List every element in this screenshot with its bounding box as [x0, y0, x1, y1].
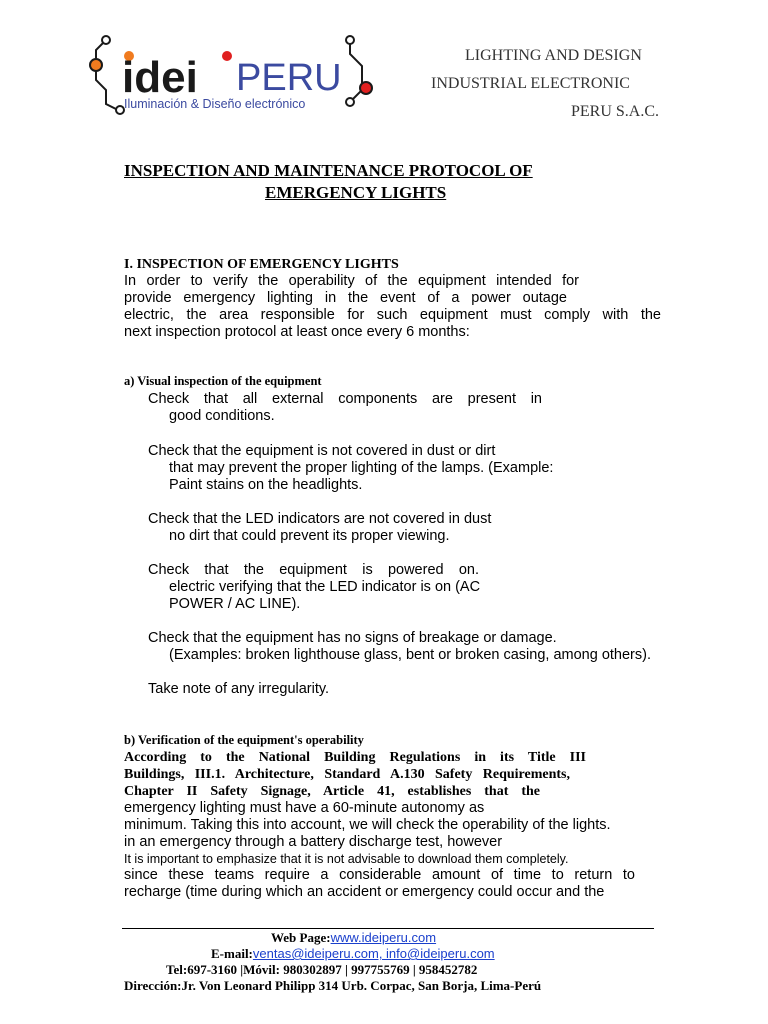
body-line-3: in an emergency through a battery discharge test, however	[124, 834, 503, 850]
subsection-b-body	[124, 749, 664, 901]
company-line-2: INDUSTRIAL ELECTRONIC	[431, 75, 630, 92]
intro-line-2: provide emergency lighting in the event of a power outage	[124, 290, 567, 306]
company-logo	[84, 34, 384, 116]
bullet-line-3: POWER / AC LINE).	[169, 596, 301, 612]
footer-email	[211, 946, 495, 962]
bullet-item	[148, 562, 668, 613]
bullet-line-1: Check that the equipment has no signs of breakage or damage.	[148, 630, 557, 646]
intro-line-3: electric, the area responsible for such equipment must comply with the	[124, 307, 661, 323]
bullet-line-1: Check that the equipment is powered on.	[148, 562, 479, 578]
intro-line-4: next inspection protocol at least once every 6 months:	[124, 324, 470, 340]
bullet-line-2: (Examples: broken lighthouse glass, bent or broken casing, among others).	[169, 647, 651, 663]
bullet-line-1: Take note of any irregularity.	[148, 681, 330, 697]
bullet-line-2: no dirt that could prevent its proper viewing.	[169, 528, 450, 544]
title-line-1: INSPECTION AND MAINTENANCE PROTOCOL OF	[124, 161, 533, 180]
bullet-item	[148, 630, 668, 664]
bullet-item	[148, 443, 668, 494]
bullet-line-1: Check that the equipment is not covered in dust or dirt	[148, 443, 496, 459]
company-line-3: PERU S.A.C.	[571, 103, 660, 120]
email-label: E-mail:	[211, 946, 253, 961]
footer-divider	[122, 928, 654, 929]
bullet-line-2: good conditions.	[169, 408, 275, 424]
document-title	[124, 160, 654, 204]
web-link[interactable]: www.ideiperu.com	[330, 930, 437, 945]
body-line-2: minimum. Taking this into account, we will check the operability of the lights.	[124, 817, 611, 833]
logo-graphic	[84, 34, 384, 116]
company-line-1: LIGHTING AND DESIGN	[465, 47, 642, 64]
logo-brand-peru: PERU	[236, 57, 342, 99]
web-label: Web Page:	[271, 930, 331, 945]
logo-tagline: Iluminación & Diseño electrónico	[124, 97, 306, 111]
subsection-b-heading: b) Verification of the equipment's operability	[124, 733, 364, 747]
title-line-2: EMERGENCY LIGHTS	[265, 183, 447, 202]
footer-web	[271, 930, 436, 946]
bullet-line-2: electric verifying that the LED indicator is on (AC	[169, 579, 481, 595]
bullet-item	[148, 681, 668, 698]
body-line-1: emergency lighting must have a 60-minute autonomy as	[124, 800, 485, 816]
logo-brand-text: idei	[122, 53, 198, 102]
regulation-line-1: According to the National Building Regulations in its Title III	[124, 750, 586, 765]
intro-line-1: In order to verify the operability of the equipment intended for	[124, 273, 579, 289]
footer-phones: Tel:697-3160 |Móvil: 980302897 | 997755769 | 958452782	[166, 962, 478, 977]
body-line-5: recharge (time during which an accident or emergency could occur and the	[124, 884, 605, 900]
bullet-item	[148, 511, 668, 545]
note-line: It is important to emphasize that it is not advisable to download them completely.	[124, 852, 569, 866]
bullet-item	[148, 391, 668, 425]
regulation-line-3: Chapter II Safety Signage, Article 41, establishes that the	[124, 784, 540, 799]
footer-address: Dirección:Jr. Von Leonard Philipp 314 Urb. Corpac, San Borja, Lima-Perú	[124, 978, 542, 993]
bullet-line-3: Paint stains on the headlights.	[169, 477, 363, 493]
company-name-block	[400, 42, 670, 126]
section-1-intro	[124, 273, 661, 341]
regulation-line-2: Buildings, III.1. Architecture, Standard A.130 Safety Requirements,	[124, 767, 570, 782]
bullet-line-1: Check that the LED indicators are not covered in dust	[148, 511, 492, 527]
bullet-line-1: Check that all external components are present in	[148, 391, 542, 407]
email-link[interactable]: ventas@ideiperu.com, info@ideiperu.com	[252, 946, 495, 961]
section-1-heading: I. INSPECTION OF EMERGENCY LIGHTS	[124, 257, 399, 272]
subsection-a-heading: a) Visual inspection of the equipment	[124, 374, 322, 388]
bullet-line-2: that may prevent the proper lighting of the lamps. (Example:	[169, 460, 554, 476]
body-line-4: since these teams require a considerable amount of time to return to	[124, 867, 635, 883]
